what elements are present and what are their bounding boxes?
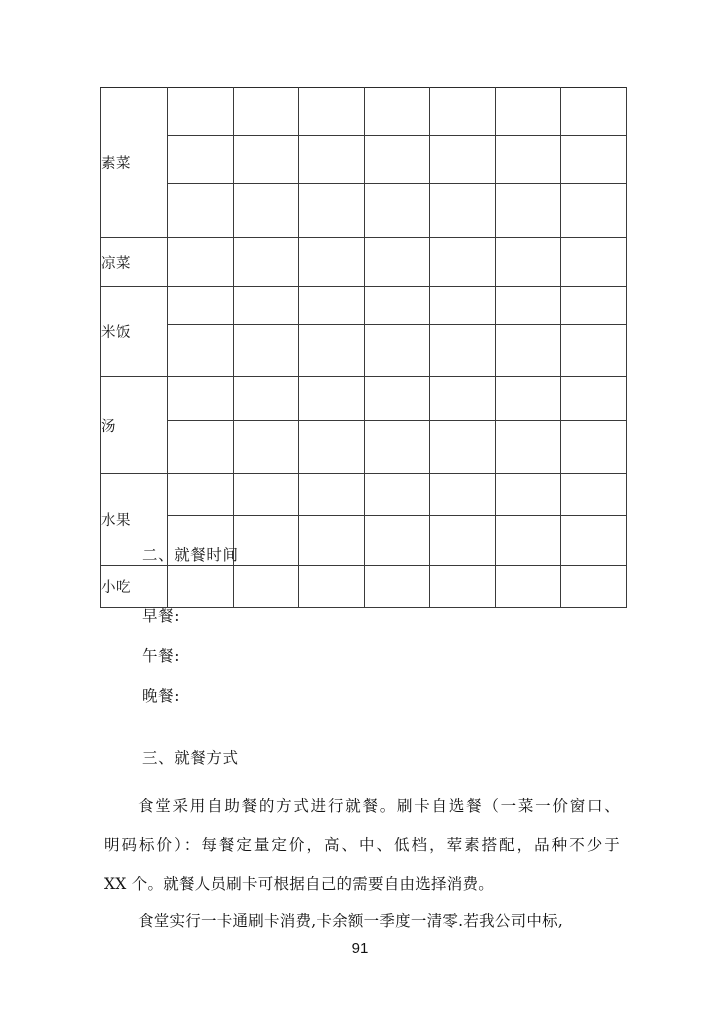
table-cell[interactable] [495, 184, 561, 238]
table-cell[interactable] [233, 238, 299, 287]
table-cell[interactable] [430, 184, 496, 238]
table-cell[interactable] [299, 377, 365, 421]
table-cell[interactable] [430, 516, 496, 566]
table-cell[interactable] [495, 377, 561, 421]
table-cell[interactable] [364, 566, 430, 608]
meal-time-dinner: 晚餐: [142, 687, 181, 705]
table-cell[interactable] [561, 88, 627, 136]
category-label-cell: 小吃 [101, 566, 168, 608]
table-cell[interactable] [561, 474, 627, 516]
menu-table-body [101, 88, 627, 608]
table-row [101, 136, 627, 184]
table-cell[interactable] [168, 287, 234, 325]
table-cell[interactable] [168, 421, 234, 474]
category-label-cell: 水果 [101, 474, 168, 566]
table-cell[interactable] [495, 238, 561, 287]
table-cell[interactable] [233, 325, 299, 377]
table-cell[interactable] [233, 516, 299, 566]
table-cell[interactable] [364, 184, 430, 238]
table-row [101, 474, 627, 516]
table-row [101, 566, 627, 608]
table-cell[interactable] [430, 325, 496, 377]
table-cell[interactable] [495, 474, 561, 516]
table-cell[interactable] [299, 421, 365, 474]
table-cell[interactable] [299, 474, 365, 516]
table-cell[interactable] [430, 238, 496, 287]
table-cell[interactable] [364, 474, 430, 516]
meal-time-lunch: 午餐: [142, 647, 181, 665]
table-cell[interactable] [299, 287, 365, 325]
table-cell[interactable] [168, 377, 234, 421]
table-cell[interactable] [299, 566, 365, 608]
section-heading-3: 三、就餐方式 [142, 749, 239, 767]
paragraph-1-line-1: 食堂采用自助餐的方式进行就餐。刷卡自选餐（一菜一价窗口、 [138, 797, 620, 815]
table-cell[interactable] [495, 88, 561, 136]
table-cell[interactable] [495, 421, 561, 474]
paragraph-2-line-1: 食堂实行一卡通刷卡消费,卡余额一季度一清零.若我公司中标, [138, 912, 564, 930]
table-cell[interactable] [430, 287, 496, 325]
paragraph-1-line-3: XX 个。就餐人员刷卡可根据自己的需要自由选择消费。 [104, 875, 494, 893]
category-label-cell: 汤 [101, 377, 168, 474]
table-cell[interactable] [561, 184, 627, 238]
table-cell[interactable] [364, 516, 430, 566]
table-cell[interactable] [364, 136, 430, 184]
table-row [101, 377, 627, 421]
table-cell[interactable] [430, 421, 496, 474]
table-cell[interactable] [561, 136, 627, 184]
table-cell[interactable] [364, 287, 430, 325]
table-cell[interactable] [168, 88, 234, 136]
table-row [101, 325, 627, 377]
table-row [101, 238, 627, 287]
table-cell[interactable] [233, 88, 299, 136]
menu-table [100, 87, 627, 608]
meal-time-breakfast: 早餐: [142, 607, 181, 625]
table-cell[interactable] [299, 184, 365, 238]
table-cell[interactable] [364, 377, 430, 421]
table-cell[interactable] [299, 325, 365, 377]
table-cell[interactable] [561, 238, 627, 287]
table-cell[interactable] [168, 474, 234, 516]
table-row [101, 88, 627, 136]
table-cell[interactable] [495, 566, 561, 608]
table-cell[interactable] [495, 287, 561, 325]
page-number: 91 [351, 940, 369, 957]
table-cell[interactable] [364, 88, 430, 136]
table-cell[interactable] [364, 421, 430, 474]
table-cell[interactable] [561, 516, 627, 566]
table-cell[interactable] [299, 136, 365, 184]
table-cell[interactable] [299, 88, 365, 136]
paragraph-1-line-2: 明码标价）：每餐定量定价，高、中、低档，荤素搭配，品种不少于 [104, 836, 620, 854]
table-cell[interactable] [168, 136, 234, 184]
table-row [101, 184, 627, 238]
table-cell[interactable] [561, 377, 627, 421]
table-cell[interactable] [233, 377, 299, 421]
table-cell[interactable] [233, 136, 299, 184]
category-label-cell: 米饭 [101, 287, 168, 377]
menu-table-container [100, 87, 618, 608]
table-cell[interactable] [430, 88, 496, 136]
table-cell[interactable] [430, 136, 496, 184]
table-cell[interactable] [233, 566, 299, 608]
table-cell[interactable] [495, 516, 561, 566]
category-label-cell: 素菜 [101, 88, 168, 238]
table-row [101, 287, 627, 325]
table-cell[interactable] [233, 287, 299, 325]
table-cell[interactable] [233, 421, 299, 474]
table-cell[interactable] [168, 238, 234, 287]
table-cell[interactable] [561, 287, 627, 325]
table-cell[interactable] [561, 566, 627, 608]
table-cell[interactable] [233, 474, 299, 516]
table-cell[interactable] [364, 325, 430, 377]
category-label-cell: 凉菜 [101, 238, 168, 287]
section-heading-2: 二、就餐时间 [142, 546, 239, 564]
table-cell[interactable] [299, 516, 365, 566]
table-cell[interactable] [430, 377, 496, 421]
table-cell[interactable] [495, 325, 561, 377]
table-cell[interactable] [299, 238, 365, 287]
table-cell[interactable] [168, 184, 234, 238]
table-cell[interactable] [561, 325, 627, 377]
table-cell[interactable] [430, 566, 496, 608]
table-row [101, 421, 627, 474]
table-cell[interactable] [168, 325, 234, 377]
table-cell[interactable] [364, 238, 430, 287]
table-cell[interactable] [495, 136, 561, 184]
table-cell[interactable] [430, 474, 496, 516]
table-cell[interactable] [168, 566, 234, 608]
table-cell[interactable] [561, 421, 627, 474]
table-cell[interactable] [233, 184, 299, 238]
